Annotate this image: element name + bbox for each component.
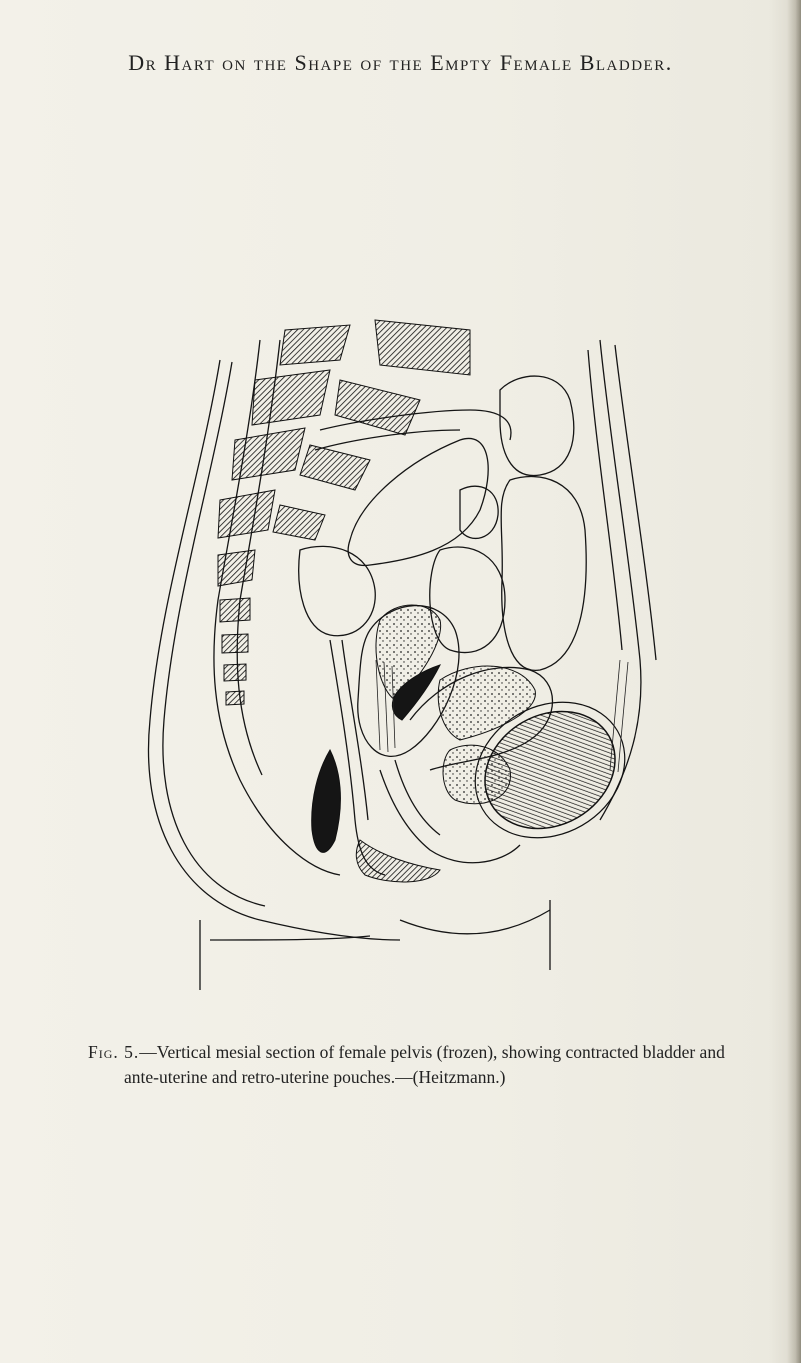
pelvis-section-figure	[140, 300, 670, 1000]
page-edge-shadow	[787, 0, 801, 1363]
figure-label: Fig. 5.	[88, 1042, 140, 1062]
caption-line-2: ante-uterine and retro-uterine pouches.—(Heitzmann.)	[124, 1067, 506, 1087]
pelvis-section-illustration	[140, 300, 670, 1000]
figure-caption	[88, 1040, 748, 1090]
caption-line-1: —Vertical mesial section of female pelvis (frozen), showing contracted bladder and	[139, 1042, 725, 1062]
running-head: Dr Hart on the Shape of the Empty Female Bladder.	[128, 50, 673, 75]
